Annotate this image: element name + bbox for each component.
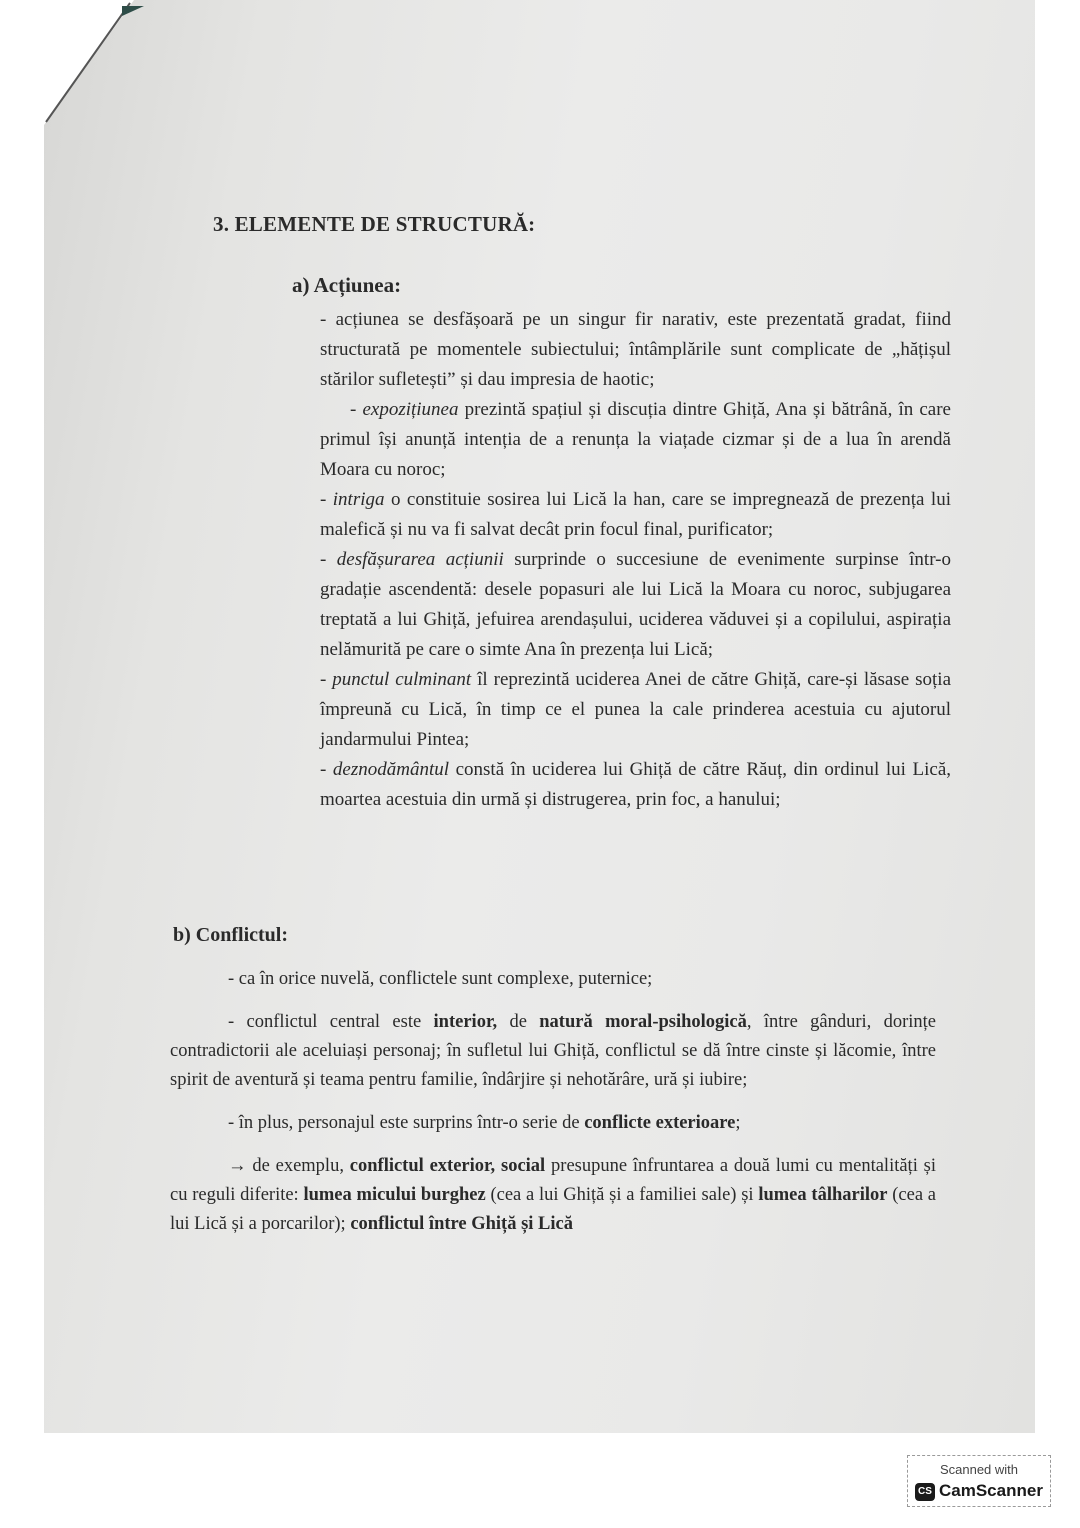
conflictul-p2	[170, 1008, 936, 1095]
bullet-dash: -	[350, 399, 363, 420]
conflictul-p3	[170, 1109, 936, 1138]
bullet-dash: -	[320, 549, 337, 570]
text-run: presupune înfruntarea a două lumi cu mentalități și cu reguli diferite:	[170, 1156, 937, 1205]
bullet-dash: -	[320, 489, 333, 510]
camscanner-logo-icon: CS	[915, 1483, 935, 1501]
term-expozitiunea: expozițiunea	[362, 399, 459, 420]
watermark-caption: Scanned with	[939, 1462, 1019, 1477]
expozitiunea-paragraph	[320, 395, 951, 485]
term-intriga: intriga	[332, 489, 385, 510]
bold-run: interior,	[433, 1012, 498, 1032]
term-punctul-culminant: punctul culminant	[332, 669, 472, 690]
actiunea-intro: - acțiunea se desfășoară pe un singur fir narativ, este prezentată gradat, fiind structurată pe momentele subiectului; întâmplările sunt complicate de „hățișul stărilor sufletești” și dau impresia de haotic;	[320, 309, 951, 390]
conflictul-p4	[170, 1152, 936, 1239]
bold-run: conflictul între Ghiță și Lică	[350, 1214, 573, 1234]
conflictul-p1: - ca în orice nuvelă, conflictele sunt complexe, puternice;	[228, 969, 653, 989]
subsection-heading-actiunea: a) Acțiunea:	[292, 273, 402, 297]
term-deznodamantul: deznodământul	[332, 759, 450, 780]
text-run: de	[497, 1012, 540, 1032]
section-heading: 3. ELEMENTE DE STRUCTURĂ:	[213, 212, 536, 236]
expozitiunea-text: prezintă spațiul și discuția dintre Ghiță, Ana și bătrână, în care primul își anunță intenția de a renunța la viațade cizmar și de a lua în arendă Moara cu noroc;	[320, 399, 951, 480]
text-run: - conflictul central este	[228, 1012, 434, 1032]
text-run: - în plus, personajul este surprins într-o serie de	[228, 1113, 585, 1133]
text-run: ;	[735, 1113, 741, 1133]
desfasurarea-paragraph	[320, 545, 951, 665]
punctul-paragraph	[320, 665, 951, 755]
page-corner-fold	[44, 0, 134, 130]
intriga-paragraph	[320, 485, 951, 545]
subsection-heading-conflictul: b) Conflictul:	[173, 924, 288, 946]
corner-mark	[122, 6, 144, 16]
bold-run: natură moral-psihologică	[539, 1012, 747, 1032]
bold-run: lumea tâlharilor	[758, 1185, 888, 1205]
intriga-text: o constituie sosirea lui Lică la han, care se impregnează de prezența lui malefică și nu va fi salvat decât prin focul final, purificator;	[320, 489, 951, 540]
bold-run: conflictul exterior, social	[349, 1156, 546, 1176]
bullet-dash: -	[320, 759, 333, 780]
desfasurarea-text: surprinde o succesiune de evenimente surpinse într-o gradație ascendentă: desele popasuri ale lui Lică la Moara cu noroc, subjugarea treptată a lui Ghiță, jefuirea arendașului, uciderea văduvei și a copilului, aspirația nelămurită pe care o simte Ana în prezența lui Lică;	[320, 549, 951, 660]
text-run: (cea a lui Lică și a porcarilor);	[170, 1185, 937, 1234]
bold-run: conflicte exterioare	[584, 1113, 736, 1133]
text-run: , între gânduri, dorințe contradictorii ale aceluiași personaj; în sufletul lui Ghiță, conflictul se dă între cinste și lăcomie, între spirit de aventură și teama pentru familie, îndârjire și nehotărâre, ură și iubire;	[170, 1012, 937, 1090]
term-desfasurarea: desfășurarea acțiunii	[336, 549, 504, 570]
deznodamantul-text: constă în uciderea lui Ghiță de către Răuț, din ordinul lui Lică, moartea acestuia din urmă și distrugerea, prin foc, a hanului;	[320, 759, 952, 810]
conflictul-body	[170, 965, 936, 1239]
punctul-text: îl reprezintă uciderea Anei de către Ghiță, care-și lăsase soția împreună cu Lică, în timp ce el punea la cale prinderea acestuia cu ajutorul jandarmului Pintea;	[320, 669, 952, 750]
text-run: → de exemplu,	[228, 1156, 350, 1176]
text-run: (cea a lui Ghiță și a familiei sale) și	[485, 1185, 759, 1205]
bullet-dash: -	[320, 669, 333, 690]
bold-run: lumea micului burghez	[303, 1185, 486, 1205]
deznodamantul-paragraph	[320, 755, 951, 815]
watermark-brand: CamScanner	[939, 1481, 1043, 1500]
camscanner-watermark	[907, 1455, 1051, 1507]
actiunea-body	[320, 305, 951, 815]
